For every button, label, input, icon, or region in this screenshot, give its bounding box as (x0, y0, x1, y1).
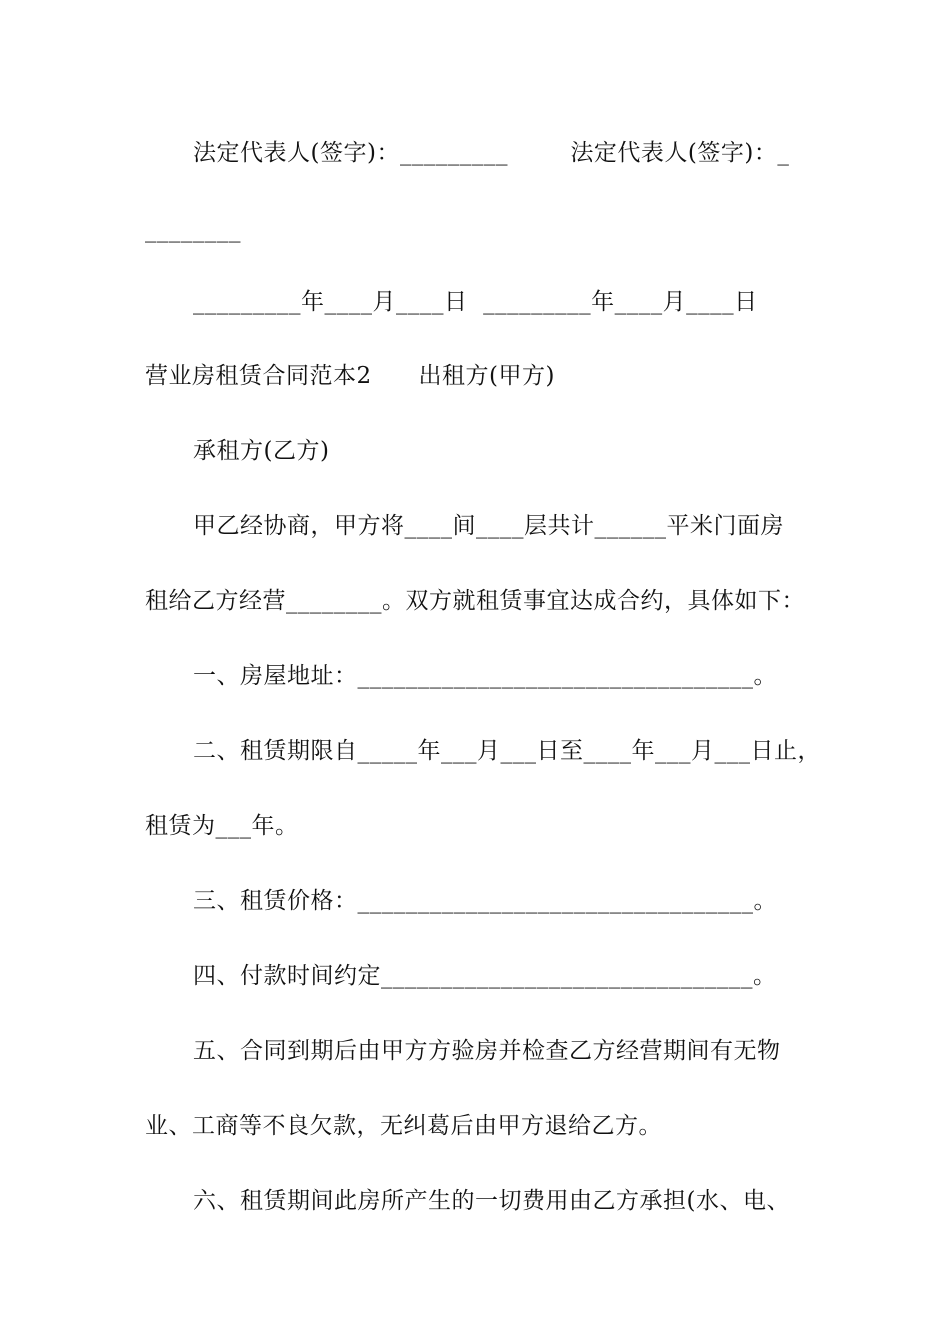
lessee-line: 承租方(乙方) (193, 438, 330, 464)
date-line: _________年____月____日 _________年____月____日 (193, 289, 758, 315)
clause-payment-time: 四、付款时间约定_______________________________。 (193, 963, 777, 989)
signature-line-continued: ________ (145, 217, 241, 243)
clause-fees: 六、租赁期间此房所产生的一切费用由乙方承担(水、电、 (193, 1188, 790, 1214)
clause-expiry-continued: 业、工商等不良欠款，无纠葛后由甲方退给乙方。 (145, 1113, 662, 1139)
contract-title-line: 营业房租赁合同范本2 出租方(甲方) (145, 363, 555, 389)
paragraph-line: 租给乙方经营________。双方就租赁事宜达成合约，具体如下： (145, 588, 805, 614)
clause-term-continued: 租赁为___年。 (145, 813, 299, 839)
clause-term: 二、租赁期限自_____年___月___日至____年___月___日止， (193, 738, 821, 764)
clause-address: 一、房屋地址：_________________________________。 (193, 663, 777, 689)
clause-price: 三、租赁价格：_________________________________。 (193, 888, 777, 914)
clause-expiry: 五、合同到期后由甲方方验房并检查乙方经营期间有无物 (193, 1038, 781, 1064)
paragraph-line: 甲乙经协商，甲方将____间____层共计______平米门面房 (193, 513, 784, 539)
signature-line: 法定代表人(签字)：_________ 法定代表人(签字)：_ (193, 140, 790, 166)
